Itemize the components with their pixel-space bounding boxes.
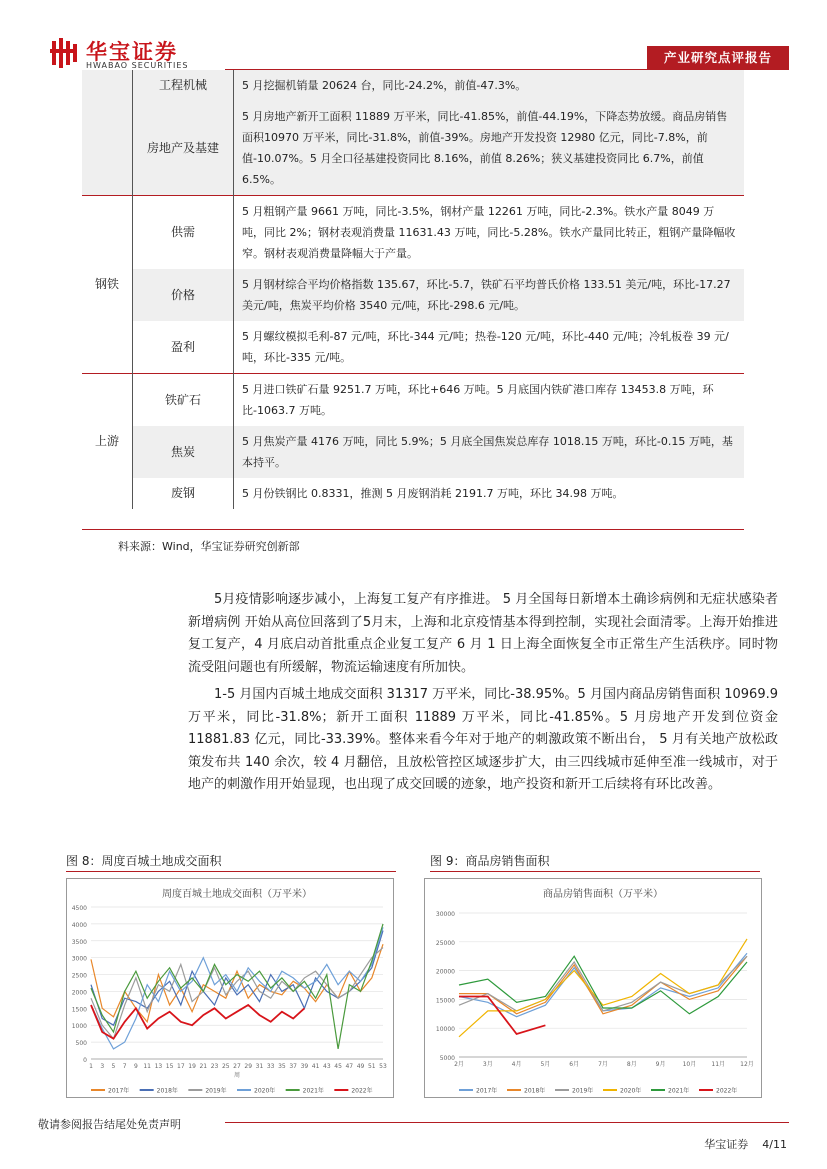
table-text-cell: 5 月钢材综合平均价格指数 135.67，环比-5.7，铁矿石平均普氏价格 133.51 美元/吨，环比-17.27 美元/吨，焦炭平均价格 3540 元/吨，环比-298.6 元/吨。	[234, 269, 745, 321]
table-sub-cell: 盈利	[133, 321, 234, 374]
legend-label: 2018年	[156, 1087, 178, 1095]
series-line	[459, 956, 747, 1011]
x-tick-label: 39	[300, 1063, 309, 1070]
x-tick-label: 5	[111, 1063, 116, 1070]
y-tick-label: 20000	[435, 968, 455, 976]
x-tick-label: 12月	[740, 1061, 754, 1068]
figure-8-title: 图 8：周度百城土地成交面积	[66, 854, 222, 868]
legend-label: 2017年	[108, 1087, 130, 1095]
table-sub-cell: 工程机械	[133, 70, 234, 101]
x-tick-label: 8月	[626, 1061, 637, 1068]
chart-title: 商品房销售面积（万平米）	[543, 889, 663, 900]
y-tick-label: 5000	[439, 1055, 455, 1062]
table-sub-cell: 房地产及基建	[133, 101, 234, 196]
x-tick-label: 11	[143, 1063, 151, 1070]
x-tick-label: 45	[334, 1063, 342, 1070]
y-tick-label: 10000	[435, 1026, 455, 1034]
x-tick-label: 9月	[655, 1061, 666, 1068]
y-tick-label: 15000	[435, 997, 455, 1005]
y-tick-label: 4500	[71, 905, 87, 912]
industry-data-table	[82, 70, 744, 509]
legend-label: 2017年	[476, 1087, 498, 1095]
legend-label: 2019年	[572, 1087, 594, 1095]
figure-9-rule	[430, 871, 760, 872]
x-tick-label: 2月	[454, 1061, 464, 1068]
land-transaction-chart-svg	[67, 879, 393, 1097]
legend-label: 2021年	[668, 1087, 690, 1095]
x-tick-label: 1	[89, 1063, 93, 1070]
x-tick-label: 10月	[682, 1061, 697, 1068]
x-tick-label: 23	[210, 1063, 219, 1070]
y-tick-label: 1500	[71, 1006, 87, 1014]
series-line	[91, 924, 383, 1049]
y-tick-label: 30000	[435, 911, 455, 918]
legend-label: 2018年	[524, 1087, 546, 1095]
legend-label: 2022年	[351, 1087, 373, 1095]
table-sub-cell: 供需	[133, 196, 234, 270]
x-tick-label: 9	[134, 1063, 138, 1070]
x-tick-label: 29	[244, 1063, 253, 1070]
y-tick-label: 2500	[71, 972, 87, 980]
x-tick-label: 15	[165, 1063, 174, 1070]
logo-text-cn: 华宝证券	[86, 40, 178, 64]
y-tick-label: 500	[75, 1040, 87, 1048]
chart-title: 周度百城土地成交面积（万平米）	[162, 889, 312, 900]
x-tick-label: 17	[177, 1063, 185, 1070]
x-tick-label: 53	[379, 1063, 387, 1070]
x-tick-label: 41	[311, 1063, 320, 1070]
x-axis-label: 周	[233, 1072, 241, 1079]
figure-8-rule	[66, 871, 396, 872]
x-tick-label: 27	[233, 1063, 241, 1070]
footer-disclaimer: 敬请参阅报告结尾处免责声明	[38, 1118, 181, 1131]
table-text-cell: 5 月房地产新开工面积 11889 万平米，同比-41.85%，前值-44.19%，下降态势放缓。商品房销售面积10970 万平米，同比-31.8%，前值-39%。房地产开发投资 12980 亿元，同比-7.8%，前值-10.07%。5 月全口径基建投资同比 8.16%，前值 8.26%；狭义基建投资同比 6.7%，前值 6.5%。	[234, 101, 745, 196]
table-text-cell: 5 月粗钢产量 9661 万吨，同比-3.5%，钢材产量 12261 万吨，同比-2.3%。铁水产量 8049 万吨，同比 2%；钢材表观消费量 11631.43 万吨，同比-5.28%。铁水产量同比转正，粗钢产量降幅收窄。钢材表观消费量降幅大于产量。	[234, 196, 745, 270]
logo-mark-icon	[50, 38, 80, 68]
x-tick-label: 31	[255, 1063, 264, 1070]
x-tick-label: 47	[345, 1063, 354, 1070]
legend-label: 2022年	[716, 1087, 738, 1095]
table-sub-cell: 铁矿石	[133, 374, 234, 427]
x-tick-label: 51	[367, 1063, 376, 1070]
table-text-cell: 5 月焦炭产量 4176 万吨，同比 5.9%；5 月底全国焦炭总库存 1018.15 万吨，环比-0.15 万吨，基本持平。	[234, 426, 745, 478]
legend-label: 2020年	[620, 1087, 642, 1095]
figure-8-chart	[66, 878, 394, 1098]
housing-sales-chart-svg	[425, 879, 761, 1097]
table-category-cell	[82, 70, 133, 196]
company-logo	[50, 36, 200, 74]
x-tick-label: 6月	[569, 1061, 580, 1068]
y-tick-label: 25000	[435, 939, 455, 947]
footer-divider	[225, 1122, 789, 1123]
legend-label: 2020年	[254, 1087, 276, 1095]
table-bottom-rule	[82, 529, 744, 530]
table-sub-cell: 焦炭	[133, 426, 234, 478]
x-tick-label: 7	[122, 1063, 127, 1070]
table-text-cell: 5 月挖掘机销量 20624 台，同比-24.2%，前值-47.3%。	[234, 70, 745, 101]
footer-page-info	[704, 1136, 787, 1152]
table-category-cell: 上游	[82, 374, 133, 510]
series-line	[91, 927, 383, 1049]
report-type-badge: 产业研究点评报告	[647, 46, 789, 70]
legend-label: 2021年	[302, 1087, 324, 1095]
y-tick-label: 4000	[71, 921, 87, 929]
x-tick-label: 11月	[711, 1061, 726, 1068]
x-tick-label: 3月	[482, 1061, 493, 1068]
y-tick-label: 2000	[71, 989, 87, 997]
y-tick-label: 3500	[71, 938, 87, 946]
x-tick-label: 43	[323, 1063, 331, 1070]
x-tick-label: 49	[356, 1063, 365, 1070]
table-sub-cell: 价格	[133, 269, 234, 321]
y-tick-label: 0	[83, 1057, 87, 1064]
x-tick-label: 21	[199, 1063, 208, 1070]
y-tick-label: 1000	[71, 1023, 87, 1031]
x-tick-label: 25	[221, 1063, 230, 1070]
x-tick-label: 37	[289, 1063, 297, 1070]
body-paragraph: 1-5 月国内百城土地成交面积 31317 万平米，同比-38.95%。5 月国内商品房销售面积 10969.9 万平米，同比-31.8%；新开工面积 11889 万平米，同比-41.85%。5 月房地产开发到位资金 11881.83 亿元，同比-33.39%。整体来看今年对于地产的刺激政策不断出台， 5 月有关地产放松政策发布共 140 余次，较 4 月翻倍，且放松管控区域逐步扩大，由三四线城市延伸至准一线城市，对于地产的刺激作用开始显现，也出现了成交回暖的迹象，地产投资和新开工后续将有环比改善。	[188, 687, 778, 792]
x-tick-label: 4月	[511, 1061, 522, 1068]
legend-label: 2019年	[205, 1087, 227, 1095]
x-tick-label: 7月	[598, 1061, 608, 1068]
x-tick-label: 19	[188, 1063, 196, 1070]
table-text-cell: 5 月进口铁矿石量 9251.7 万吨，环比+646 万吨。5 月底国内铁矿港口库存 13453.8 万吨，环比-1063.7 万吨。	[234, 374, 745, 427]
y-tick-label: 3000	[71, 955, 87, 963]
x-tick-label: 5月	[540, 1061, 551, 1068]
series-line	[459, 939, 747, 1037]
table-category-cell: 钢铁	[82, 196, 133, 374]
figure-9-chart	[424, 878, 762, 1098]
footer-brand: 华宝证券	[704, 1138, 749, 1151]
x-tick-label: 33	[266, 1063, 275, 1070]
body-paragraph: 5月疫情影响逐步减小，上海复工复产有序推进。 5 月全国每日新增本土确诊病例和无症状感染者新增病例 开始从高位回落到了5月末，上海和北京疫情基本得到控制，实现社会面清零。上海开始推进复工复产，4 月底启动首批重点企业复工复产 6 月 1 日上海全面恢复全市正常生产生活秩序。同时物流受阻问题也有所缓解，物流运输速度有所加快。	[188, 592, 778, 675]
footer-page-number: 4/11	[762, 1138, 787, 1151]
table-text-cell: 5 月螺纹模拟毛利-87 元/吨，环比-344 元/吨；热卷-120 元/吨，环比-440 元/吨；冷轧板卷 39 元/吨，环比-335 元/吨。	[234, 321, 745, 374]
x-tick-label: 3	[100, 1063, 105, 1070]
figure-9-title: 图 9：商品房销售面积	[430, 854, 550, 868]
x-tick-label: 13	[154, 1063, 163, 1070]
table-text-cell: 5 月份铁钢比 0.8331，推测 5 月废钢消耗 2191.7 万吨，环比 34.98 万吨。	[234, 478, 745, 509]
logo-text-en: HWABAO SECURITIES	[86, 61, 189, 70]
table-source-note: 料来源：Wind，华宝证券研究创新部	[118, 540, 300, 553]
table-sub-cell: 废钢	[133, 478, 234, 509]
x-tick-label: 35	[278, 1063, 286, 1070]
